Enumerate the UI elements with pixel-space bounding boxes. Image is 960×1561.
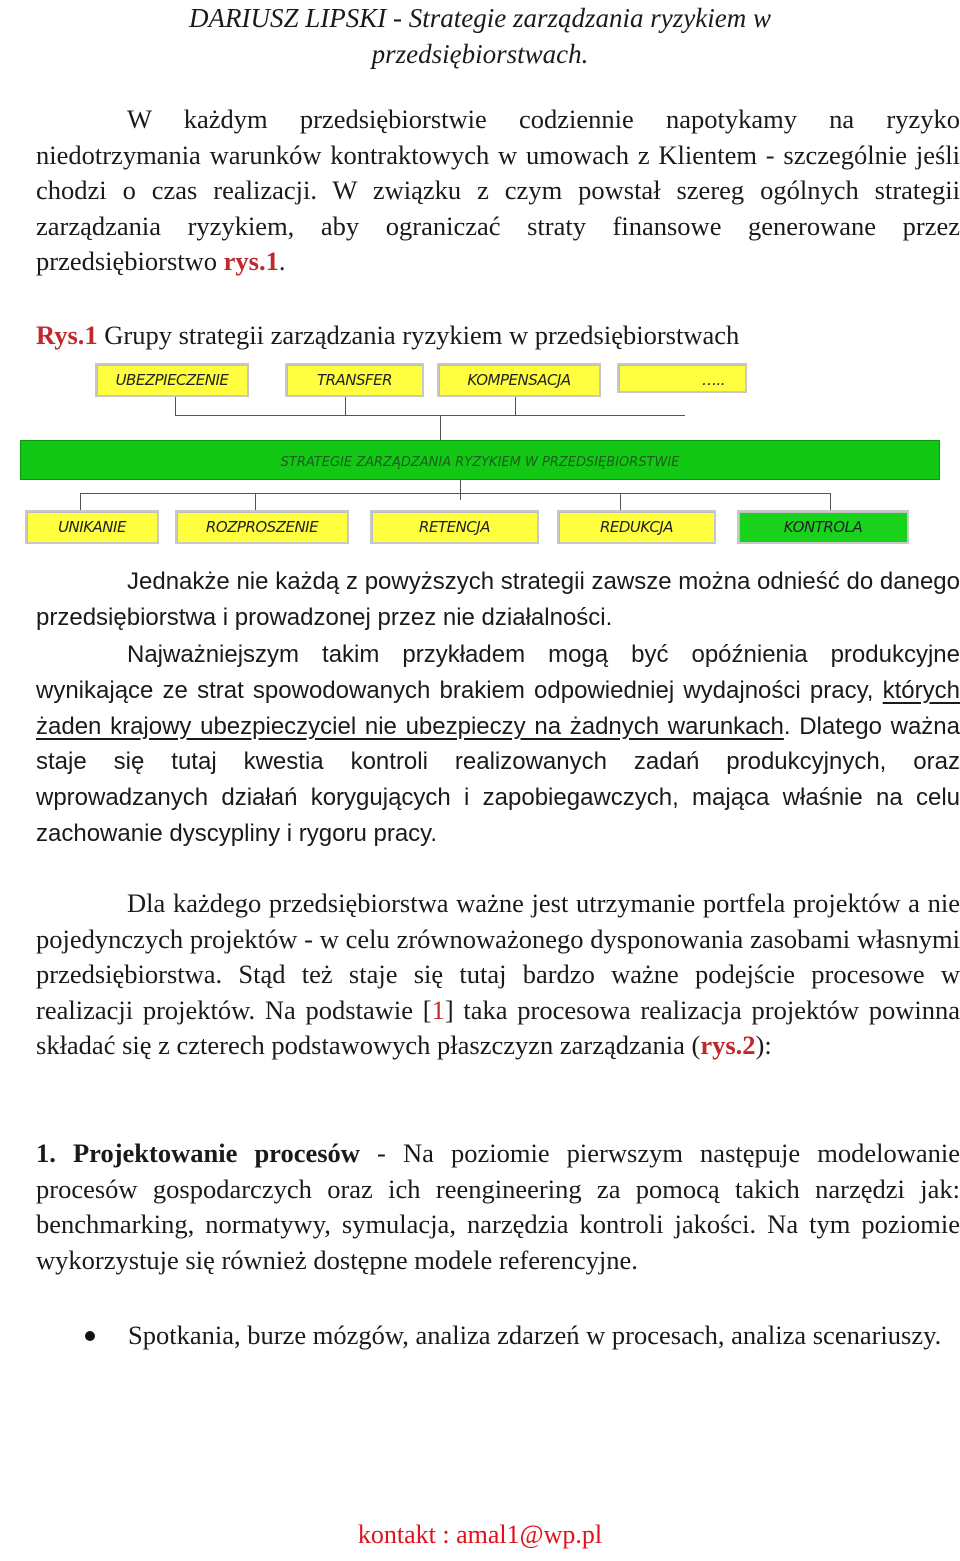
box-ubezpieczenie: UBEZPIECZENIE xyxy=(95,363,249,397)
document-title xyxy=(0,0,960,72)
paragraph-5-text: - Na poziomie pierwszym następuje modelowanie procesów gospodarczych oraz ich reengineering za pomocą takich narzędzi jak: benchmarking, normatywy, symulacja, narzędzia kontroli jakości. Na tym poziomie wykorzystuje się również dostępne modele referencyjne. xyxy=(36,1138,960,1275)
title-line-1: DARIUSZ LIPSKI - Strategie zarządzania ryzykiem w xyxy=(189,3,771,33)
title-line-2: przedsiębiorstwach. xyxy=(371,39,589,69)
strategy-diagram xyxy=(20,355,940,555)
intro-end: . xyxy=(278,246,286,277)
connector xyxy=(80,493,81,511)
paragraph-4-text-b: ] taka procesowa realizacja projektów powinna składać się z czterech podstawowych płaszczyzn zarządzania ( xyxy=(36,994,960,1061)
paragraph-4-text-a: Dla każdego przedsiębiorstwa ważne jest utrzymanie portfela projektów a nie pojedynczych projektów - w celu zrównoważonego dysponowania zasobami własnymi przedsiębiorstwa. Stąd też staje się tutaj bardzo ważne podejście procesowe w realizacji projektów. Na podstawie [ xyxy=(36,888,960,1025)
box-more: ….. xyxy=(617,363,747,393)
box-kompensacja: KOMPENSACJA xyxy=(437,363,601,397)
paragraph-3-text-b: . Dlatego ważna staje się tutaj kwestia kontroli realizowanych zadań produkcyjnych, oraz wprowadzanych działań korygujących i zapobiegawczych, mająca właśnie na celu zachowanie dyscypliny i rygoru pracy. xyxy=(36,712,960,847)
connector xyxy=(440,415,441,440)
intro-paragraph xyxy=(36,102,960,280)
connector xyxy=(255,493,256,511)
paragraph-3-underlined: których żaden krajowy ubezpieczyciel nie ubezpieczy na żadnych warunkach xyxy=(36,676,960,740)
citation-1[interactable]: 1 xyxy=(431,994,445,1025)
box-unikanie: UNIKANIE xyxy=(25,510,159,544)
paragraph-5 xyxy=(36,1136,960,1278)
paragraph-4 xyxy=(36,886,960,1064)
caption-text: Grupy strategii zarządzania ryzykiem w przedsiębiorstwach xyxy=(97,320,740,350)
intro-text: W każdym przedsiębiorstwie codziennie napotykamy na ryzyko niedotrzymania warunków kontraktowych w umowach z Klientem - szczególnie jeśli chodzi o czas realizacji. W związku z czym powstał szereg ogólnych strategii zarządzania ryzykiem, aby ograniczać straty finansowe generowane przez przedsiębiorstwo xyxy=(36,104,960,277)
connector xyxy=(460,480,461,500)
figure-caption xyxy=(36,317,739,353)
section-heading: 1. Projektowanie procesów xyxy=(36,1138,360,1168)
figure-ref-rys1[interactable]: rys.1 xyxy=(223,246,279,277)
paragraph-3-text-a: Najważniejszym takim przykładem mogą być opóźnienia produkcyjne wynikające ze strat spowodowanych brakiem odpowiedniej wydajności pracy, xyxy=(36,641,960,704)
box-rozproszenie: ROZPROSZENIE xyxy=(175,510,349,544)
connector xyxy=(830,493,831,511)
paragraph-4-text-c: ): xyxy=(755,1030,772,1061)
connector-h xyxy=(80,493,830,494)
box-redukcja: REDUKCJA xyxy=(557,510,716,544)
box-retencja: RETENCJA xyxy=(370,510,539,544)
bullet-icon xyxy=(85,1331,95,1341)
connector xyxy=(620,493,621,511)
figure-ref-rys2[interactable]: rys.2 xyxy=(700,1030,756,1061)
caption-ref: Rys.1 xyxy=(36,320,98,350)
box-transfer: TRANSFER xyxy=(285,363,424,397)
footer-contact[interactable]: kontakt : amal1@wp.pl xyxy=(357,1520,603,1549)
box-kontrola: KONTROLA xyxy=(737,510,909,544)
center-bar-strategies: STRATEGIE ZARZĄDZANIA RYZYKIEM W PRZEDSIĘBIORSTWIE xyxy=(20,440,940,480)
bullet-item: Spotkania, burze mózgów, analiza zdarzeń w procesach, analiza scenariuszy. xyxy=(128,1320,942,1350)
paragraph-2: Jednakże nie każdą z powyższych strategii zawsze można odnieść do danego przedsiębiorstwa i prowadzonej przez nie działalności. xyxy=(36,568,960,631)
paragraph-3 xyxy=(36,637,960,852)
connector-h xyxy=(175,415,685,416)
